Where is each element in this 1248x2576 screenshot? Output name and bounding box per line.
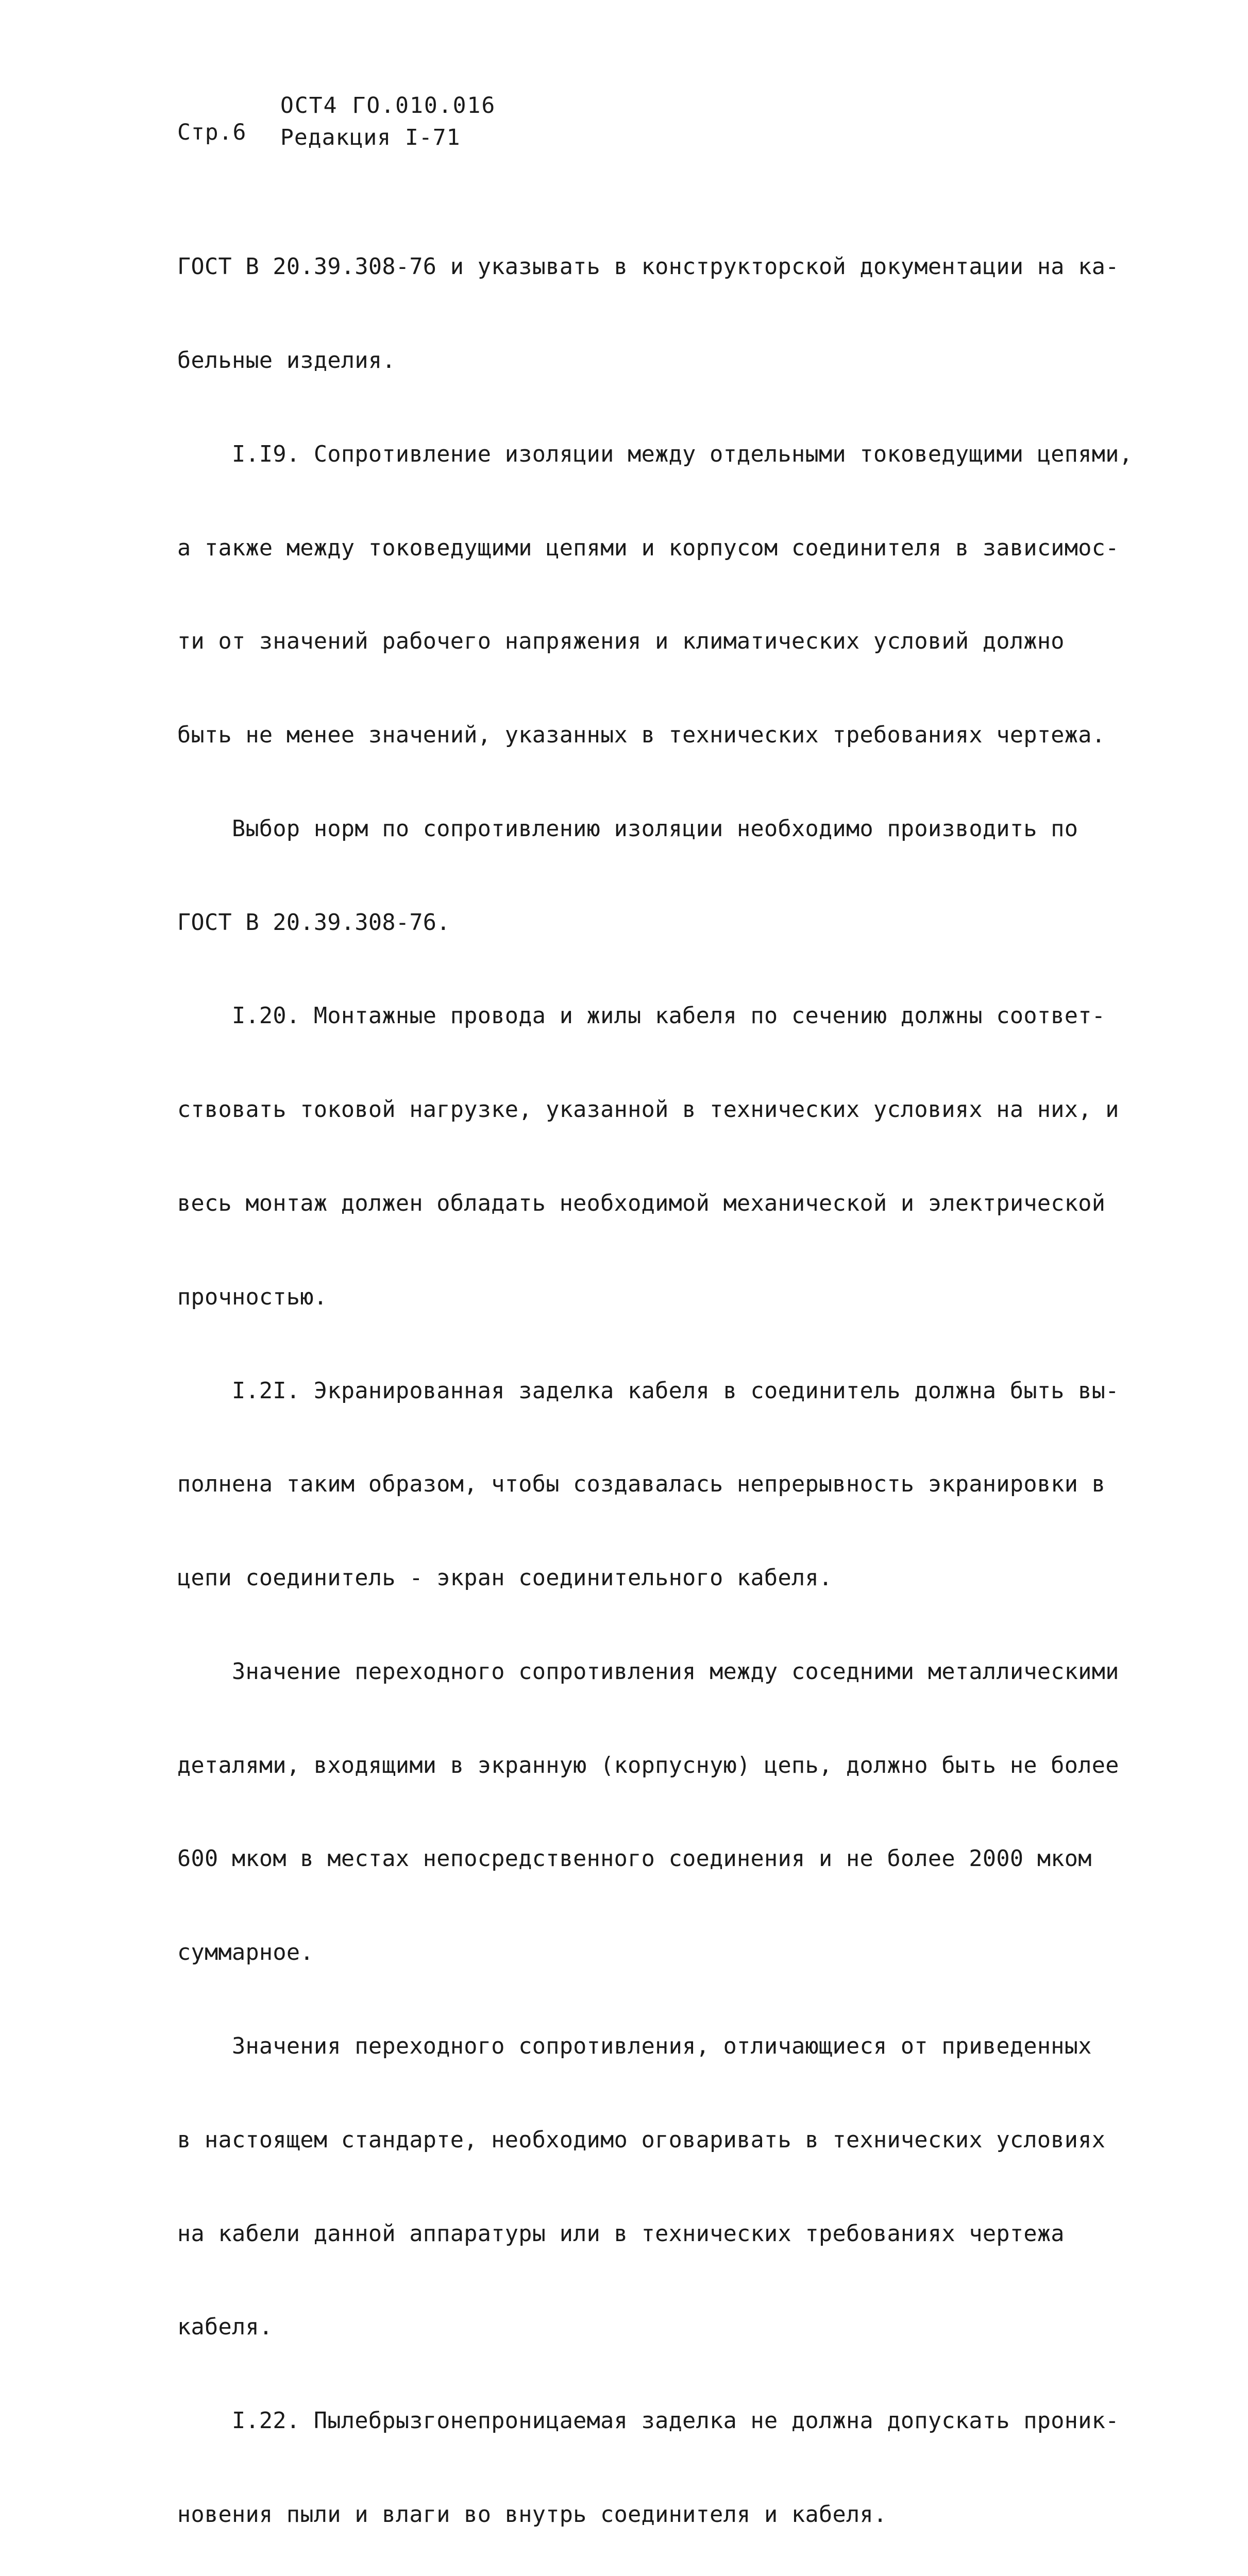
page-number: Стр.6 [177,120,247,145]
document-code: ОСТ4 ГО.010.016 [280,93,496,118]
text-line: весь монтаж должен обладать необходимой механической и электрической [177,1191,1106,1216]
text-line: Значение переходного сопротивления между соседними металлическими [177,1658,1119,1685]
text-line: I.22. Пылебрызгонепроницаемая заделка не должна допускать проник- [177,2408,1119,2434]
text-line: цепи соединитель - экран соединительного кабеля. [177,1565,833,1591]
text-line: быть не менее значений, указанных в технических требованиях чертежа. [177,722,1106,749]
text-line: I.2I. Экранированная заделка кабеля в соединитель должна быть вы- [177,1378,1119,1404]
text-line: прочностью. [177,1284,328,1310]
text-line: ГОСТ В 20.39.308-76 и указывать в конструкторской документации на ка- [177,254,1119,280]
text-line: ствовать токовой нагрузке, указанной в технических условиях на них, и [177,1097,1119,1123]
text-line: полнена таким образом, чтобы создавалась непрерывность экранировки в [177,1471,1106,1498]
text-line: а также между токоведущими цепями и корпусом соединителя в зависимос- [177,535,1119,561]
text-line: Значения переходного сопротивления, отличающиеся от приведенных [177,2033,1092,2060]
text-line: Выбор норм по сопротивлению изоляции необходимо производить по [177,816,1078,842]
text-line: новения пыли и влаги во внутрь соединителя и кабеля. [177,2501,887,2528]
text-line: I.20. Монтажные провода и жилы кабеля по сечению должны соответ- [177,1003,1106,1029]
text-line: на кабели данной аппаратуры или в технических требованиях чертежа [177,2221,1065,2247]
text-line: ти от значений рабочего напряжения и климатических условий должно [177,629,1065,655]
text-line: бельные изделия. [177,347,396,374]
text-line: суммарное. [177,1940,314,1966]
text-line: деталями, входящими в экранную (корпусную) цепь, должно быть не более [177,1752,1119,1778]
page-header [177,93,641,170]
body-text [177,189,1133,2576]
text-line: 600 мком в местах непосредственного соединения и не более 2000 мком [177,1846,1092,1872]
text-line: I.I9. Сопротивление изоляции между отдельными токоведущими цепями, [177,441,1133,467]
text-line: в настоящем стандарте, необходимо оговаривать в технических условиях [177,2127,1106,2153]
text-line: ГОСТ В 20.39.308-76. [177,909,450,936]
text-line: кабеля. [177,2314,273,2341]
edition-label: Редакция I-71 [280,125,461,150]
